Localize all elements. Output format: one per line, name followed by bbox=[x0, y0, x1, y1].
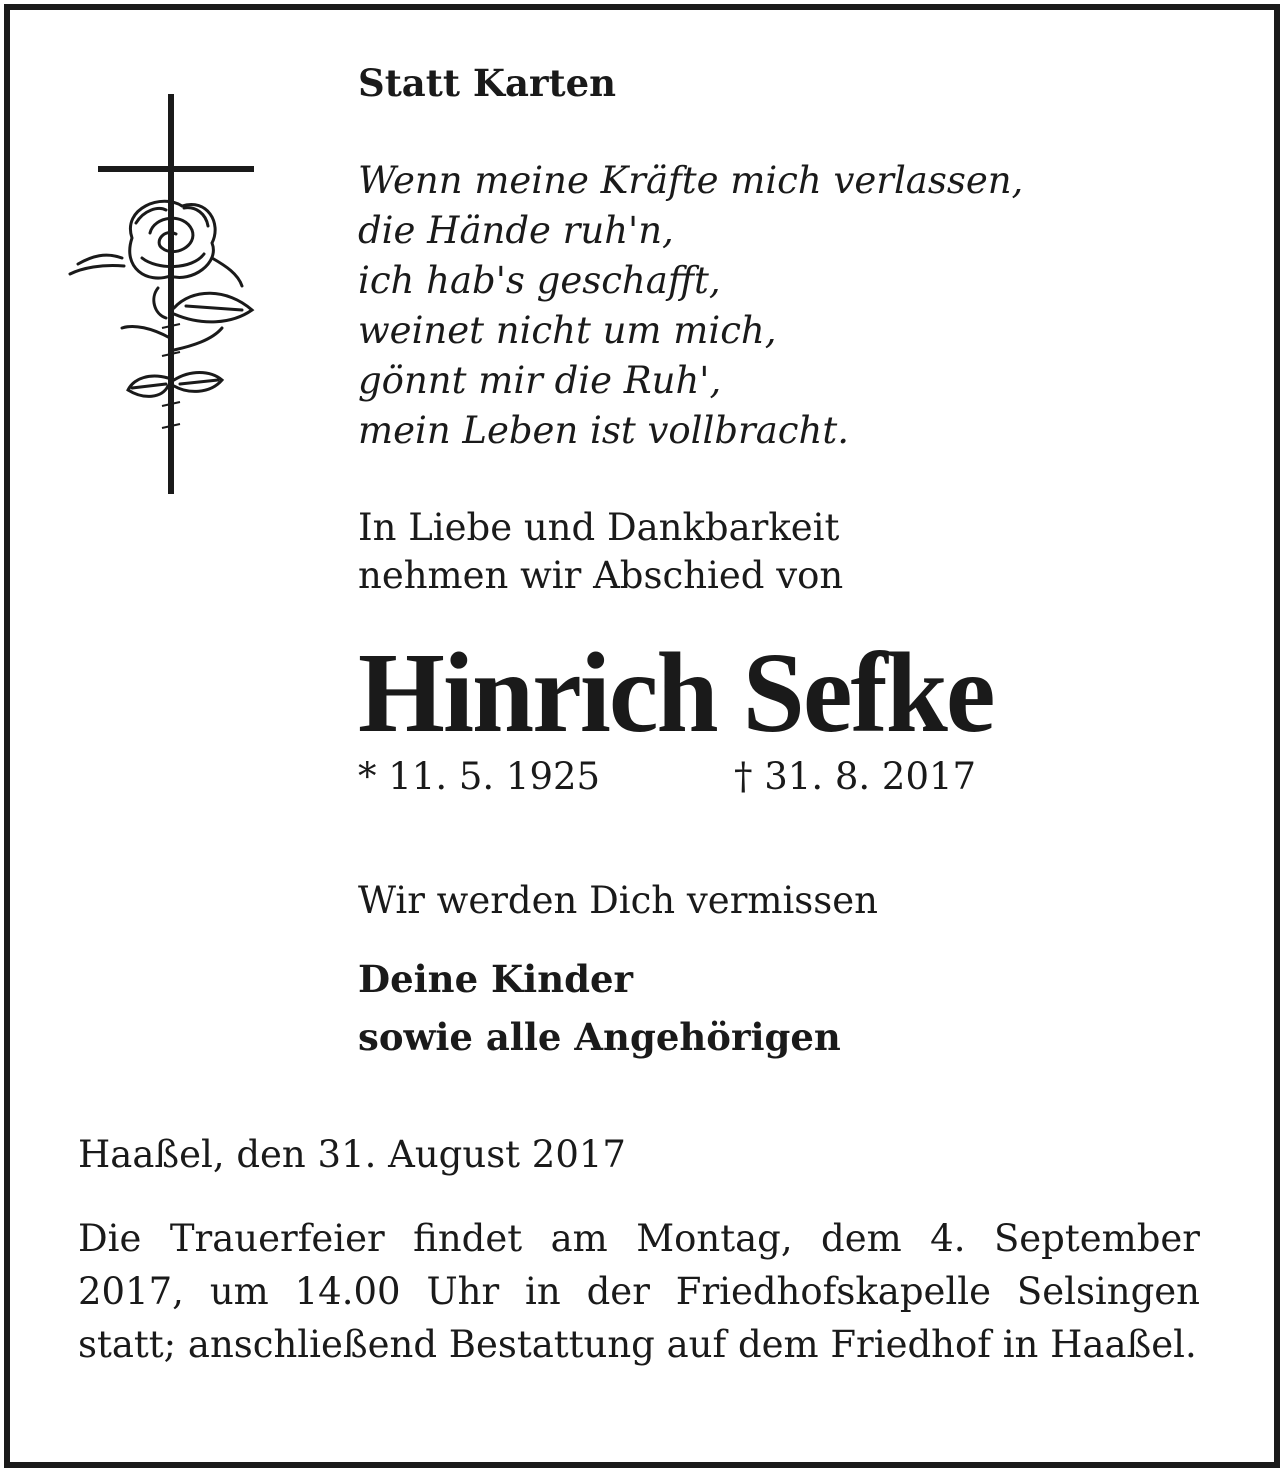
header-statt-karten: Statt Karten bbox=[358, 61, 617, 105]
poem-line: weinet nicht um mich, bbox=[358, 309, 777, 352]
poem-line: mein Leben ist vollbracht. bbox=[358, 409, 849, 452]
death-date: † 31. 8. 2017 bbox=[734, 755, 977, 798]
signer-line: sowie alle Angehörigen bbox=[358, 1015, 841, 1059]
poem-line: Wenn meine Kräfte mich verlassen, bbox=[358, 159, 1024, 202]
signers bbox=[358, 950, 841, 1066]
place-and-date: Haaßel, den 31. August 2017 bbox=[78, 1133, 626, 1176]
birth-date: * 11. 5. 1925 bbox=[358, 755, 601, 798]
farewell-intro bbox=[358, 504, 843, 600]
miss-line: Wir werden Dich vermissen bbox=[358, 879, 879, 922]
funeral-notice: Die Trauerfeier findet am Montag, dem 4. September 2017, um 14.00 Uhr in der Friedhofskapelle Selsingen statt; anschließend Bestattung auf dem Friedhof in Haaßel. bbox=[78, 1217, 1200, 1366]
intro-line: nehmen wir Abschied von bbox=[358, 554, 844, 597]
intro-line: In Liebe und Dankbarkeit bbox=[358, 506, 840, 549]
poem-line: ich hab's geschafft, bbox=[358, 259, 721, 302]
deceased-name: Hinrich Sefke bbox=[358, 629, 994, 756]
poem-line: gönnt mir die Ruh', bbox=[358, 359, 722, 402]
cross-with-rose-icon bbox=[62, 88, 272, 498]
poem bbox=[358, 156, 1023, 456]
life-dates bbox=[358, 752, 977, 802]
signer-line: Deine Kinder bbox=[358, 957, 634, 1001]
poem-line: die Hände ruh'n, bbox=[358, 209, 674, 252]
